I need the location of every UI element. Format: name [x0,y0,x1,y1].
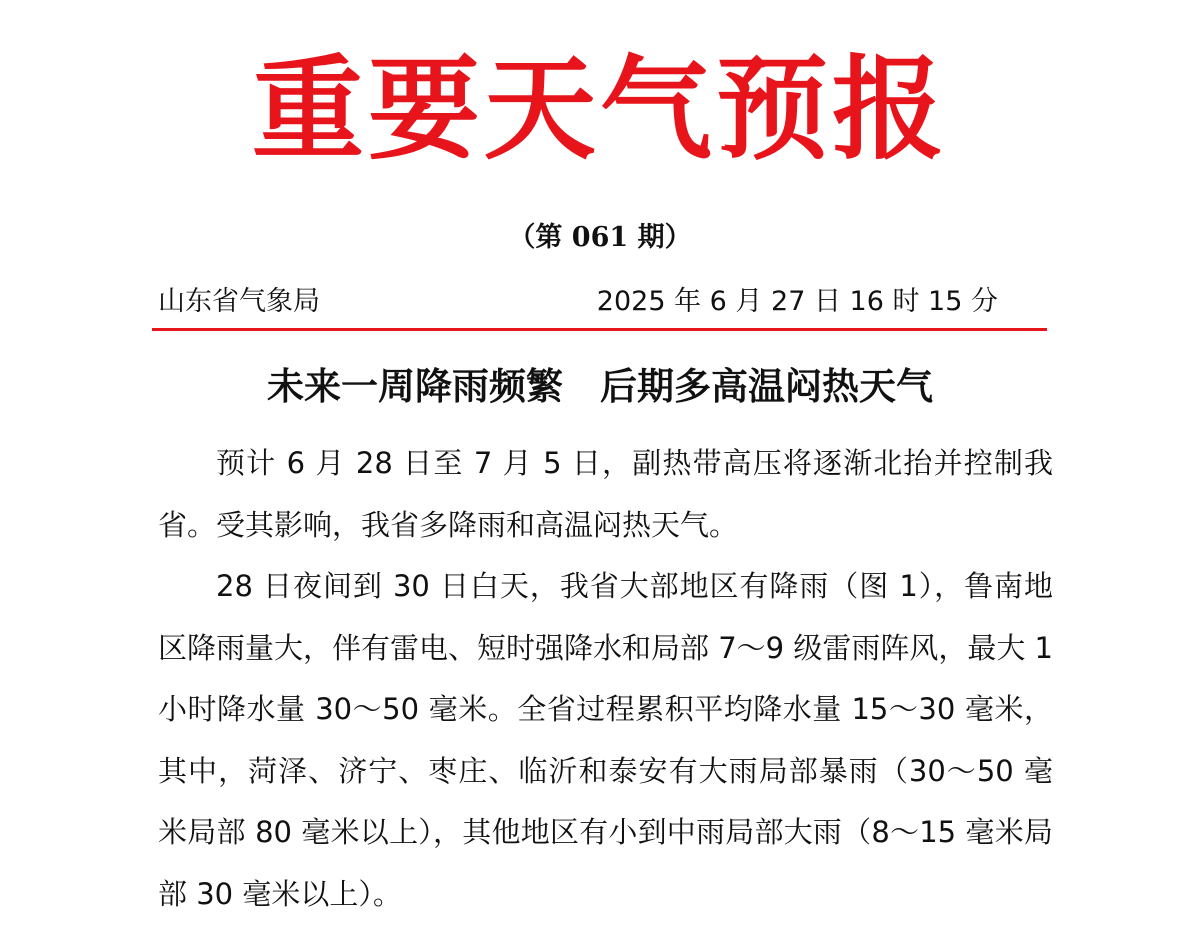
paragraph-1: 预计 6 月 28 日至 7 月 5 日，副热带高压将逐渐北抬并控制我省。受其影响，我省多降雨和高温闷热天气。 [158,446,1053,542]
issue-number: （第 061 期） [508,222,692,253]
paragraph-2: 28 日夜间到 30 日白天，我省大部地区有降雨（图 1），鲁南地区降雨量大，伴有雷电、短时强降水和局部 7～9 级雷雨阵风，最大 1 小时降水量 30～50 毫米。全省过程累积平均降水量 15～30 毫米，其中，菏泽、济宁、枣庄、临沂和泰安有大雨局部暴雨（30～50 毫米局部 80 毫米以上），其他地区有小到中雨局部大雨（8～15 毫米局部 30 毫米以上）。 [158,569,1054,911]
meta-row [158,280,998,324]
article-headline: 未来一周降雨频繁 后期多高温闷热天气 [267,364,933,408]
red-divider [152,328,1047,331]
issue-datetime: 2025 年 6 月 27 日 16 时 15 分 [596,286,998,317]
masthead-title: 重要天气预报 [252,44,948,175]
article-body [158,433,1053,925]
issuing-agency: 山东省气象局 [158,286,320,317]
